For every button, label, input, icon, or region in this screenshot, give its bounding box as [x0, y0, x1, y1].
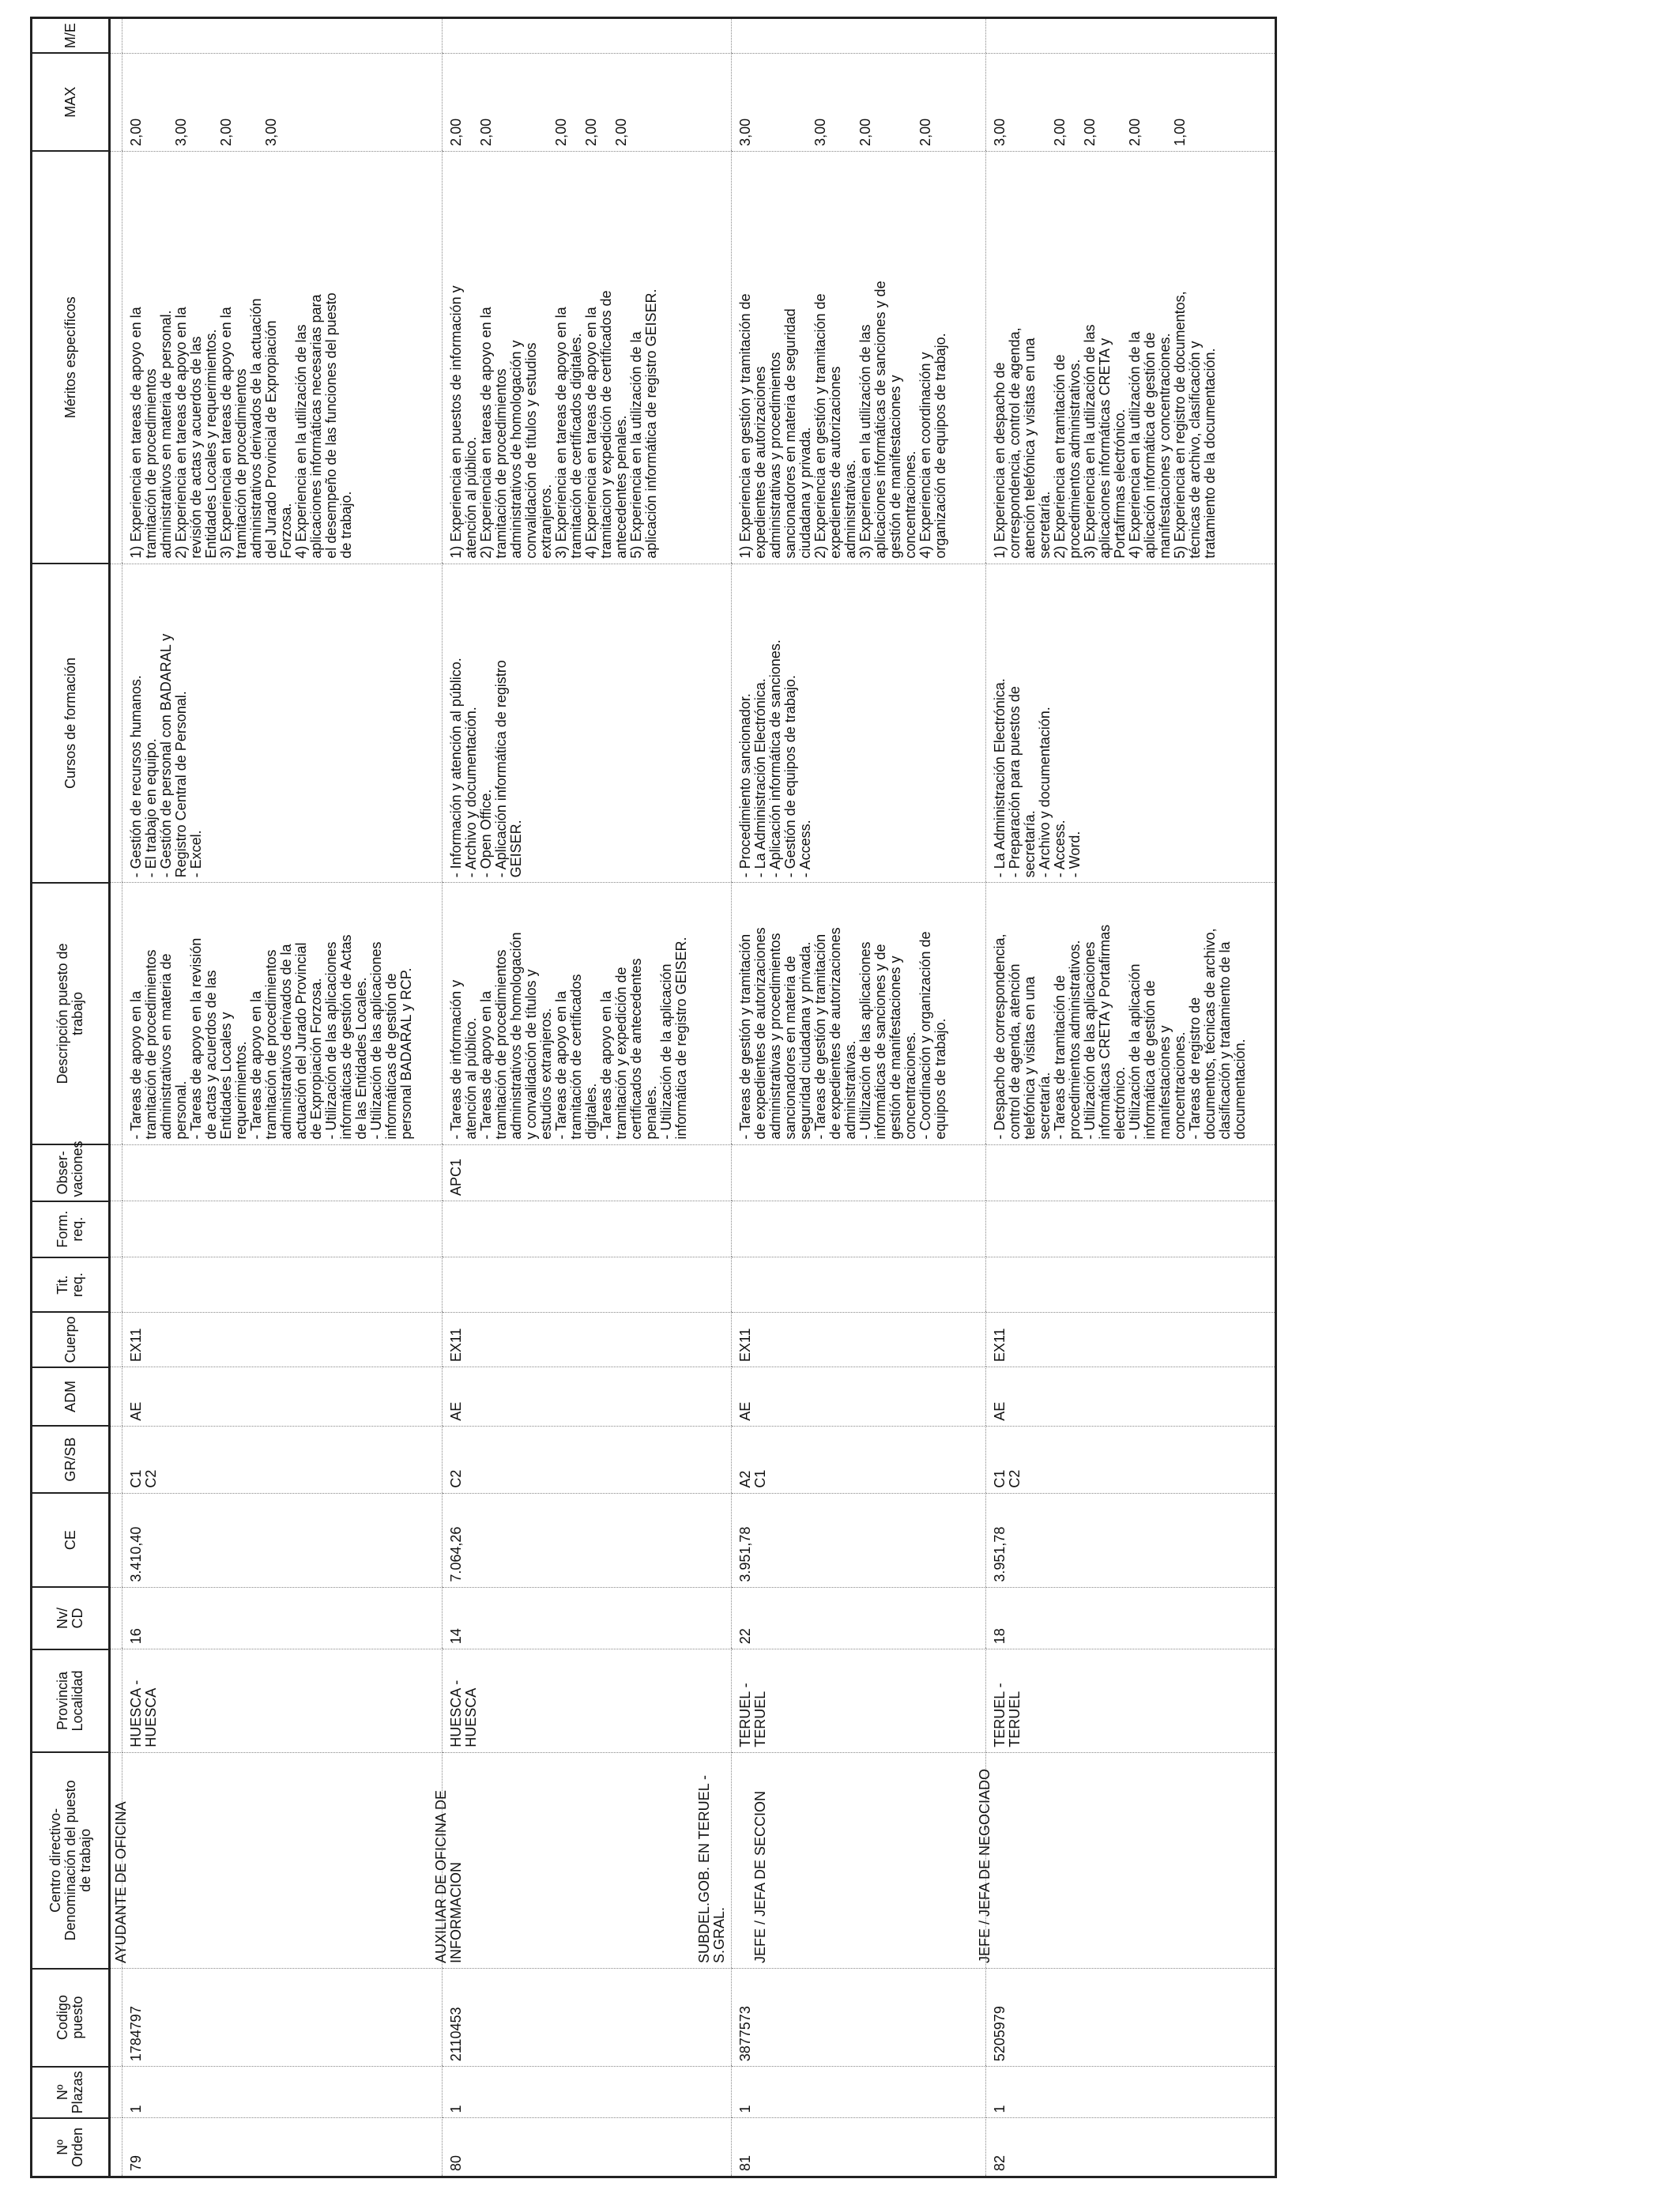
- me-cell: [732, 18, 986, 54]
- ce-cell: 7.064,26: [443, 1493, 732, 1587]
- formacion-cell: [986, 1201, 1276, 1257]
- max-value: 2,00: [448, 118, 464, 146]
- max-cell: [122, 53, 443, 151]
- plazas-cell: 1: [122, 2067, 443, 2118]
- max-value: [249, 58, 264, 146]
- col-max: MAX: [32, 53, 110, 151]
- max-value: 2,00: [128, 118, 144, 146]
- max-value: 3,00: [812, 118, 828, 146]
- max-value: 1,00: [1172, 118, 1188, 146]
- grupo-cell: C1 C2: [986, 1426, 1276, 1493]
- denominacion-text: JEFE / JEFA DE SECCION: [752, 1790, 768, 1964]
- orden-cell: 81: [732, 2118, 986, 2177]
- meritos-cell: 1) Experiencia en puestos de información y atención al público. 2) Experiencia en tareas de apoyo en la tramitación de procedimientos administrativos de homologación y convalidación de títulos y estudios extranjeros. 3) Experiencia en tareas de apoyo en la tramitación de certificados digitales. 4) Experiencia en tareas de apoyo en la tramitacion y expedición de certificados de antecedentes penales. 5) Experiencia en la utilización de la aplicación informática de registro GEISER.: [443, 151, 732, 564]
- max-value: [783, 58, 798, 146]
- max-value: 2,00: [478, 118, 494, 146]
- max-value: 2,00: [1082, 118, 1098, 146]
- codigo-cell: 1784797: [122, 1969, 443, 2067]
- cuerpo-cell: EX11: [443, 1312, 732, 1367]
- max-value: [768, 58, 783, 146]
- me-cell: [122, 18, 443, 54]
- ce-cell: 3.951,78: [986, 1493, 1276, 1587]
- max-value: 2,00: [917, 118, 933, 146]
- max-value: [1008, 58, 1023, 146]
- max-value: [234, 58, 249, 146]
- me-cell: [443, 18, 732, 54]
- formacion-cell: [122, 1201, 443, 1257]
- max-value: 3,00: [737, 118, 753, 146]
- max-value: [888, 58, 903, 146]
- col-orden: Nº Orden: [32, 2118, 110, 2177]
- plazas-cell: 1: [443, 2067, 732, 2118]
- max-value: [1158, 58, 1173, 146]
- max-value: [159, 58, 174, 146]
- cursos-cell: - La Administración Electrónica. - Preparación para puestos de secretaría. - Archivo y documentación. - Access. - Word.: [986, 564, 1276, 883]
- centro-directivo: SUBDEL.GOB. EN TERUEL - S.GRAL.: [696, 1774, 727, 1964]
- cuerpo-cell: EX11: [122, 1312, 443, 1367]
- cuerpo-cell: EX11: [986, 1312, 1276, 1367]
- provincia-cell: HUESCA - HUESCA: [443, 1649, 732, 1752]
- table-row: [986, 18, 1276, 2177]
- max-value: 2,00: [1127, 118, 1143, 146]
- col-titulacion: Tit. req.: [32, 1257, 110, 1312]
- provincia-cell: TERUEL - TERUEL: [986, 1649, 1276, 1752]
- descripcion-cell: - Tareas de información y atención al público. - Tareas de apoyo en la tramitación de procedimientos administrativos de homologación y convalidación de títulos y estudios extranjeros. - Tareas de apoyo en la tramitación de certificados digitales. - Tareas de apoyo en la tramitación y expedición de certificados de antecedentes penales. - Utilización de la aplicación informática de registro GEISER.: [443, 883, 732, 1144]
- max-value: 2,00: [857, 118, 873, 146]
- max-value: [144, 58, 159, 146]
- max-cell: [986, 53, 1276, 151]
- denominacion-text: AYUDANTE DE OFICINA: [113, 1801, 129, 1964]
- max-value: [903, 58, 918, 146]
- max-value: [189, 58, 204, 146]
- max-value: [798, 58, 813, 146]
- adm-cell: AE: [732, 1367, 986, 1427]
- max-value: [1068, 58, 1083, 146]
- titulacion-cell: [122, 1257, 443, 1312]
- nivel-cell: 16: [122, 1587, 443, 1649]
- col-me: M/E: [32, 18, 110, 54]
- col-codigo: Codigo puesto: [32, 1969, 110, 2067]
- codigo-cell: 5205979: [986, 1969, 1276, 2067]
- col-observaciones: Obser- vaciones: [32, 1144, 110, 1201]
- max-value: [599, 58, 614, 146]
- max-value: [464, 58, 479, 146]
- col-provincia: Provincia Localidad: [32, 1649, 110, 1752]
- grupo-cell: C2: [443, 1426, 732, 1493]
- job-positions-table: [30, 17, 1277, 2178]
- max-value: [1038, 58, 1053, 146]
- max-value: [828, 58, 843, 146]
- denominacion-cell: [696, 1752, 986, 1968]
- col-meritos: Méritos específicos: [32, 151, 110, 564]
- max-value: [539, 58, 554, 146]
- max-value: [1143, 58, 1158, 146]
- titulacion-cell: [443, 1257, 732, 1312]
- table-row: [732, 18, 986, 2177]
- cursos-cell: - Gestión de recursos humanos. - El trabajo en equipo. - Gestión de personal con BADARAL y Registro Central de Personal. - Excel.: [122, 564, 443, 883]
- adm-cell: AE: [122, 1367, 443, 1427]
- max-cell: [443, 53, 732, 151]
- max-value: 2,00: [613, 118, 629, 146]
- observaciones-cell: [122, 1144, 443, 1201]
- denominacion-cell: [113, 1752, 443, 1968]
- descripcion-cell: - Tareas de apoyo en la tramitación de procedimientos administrativos en materia de personal. - Tareas de apoyo en la revisión de actas y acuerdos de las Entidades Locales y requerimientos. - Tareas de apoyo en la tramitación de procedimientos administrativos derivados de la actuación del Jurado Provincial de Expropiación Forzosa. - Utilización de las aplicaciones informáticas de gestión de Actas de las Entidades Locales. - Utilización de las aplicaciones informáticas de gestión de personal BADARAL y RCP.: [122, 883, 443, 1144]
- max-value: [509, 58, 524, 146]
- denominacion-text: AUXILIAR DE OFICINA DE INFORMACION: [433, 1789, 464, 1964]
- observaciones-cell: [986, 1144, 1276, 1201]
- titulacion-cell: [986, 1257, 1276, 1312]
- col-grupo: GR/SB: [32, 1426, 110, 1493]
- provincia-cell: HUESCA - HUESCA: [122, 1649, 443, 1752]
- col-cursos: Cursos de formación: [32, 564, 110, 883]
- max-value: [753, 58, 768, 146]
- max-value: 2,00: [583, 118, 599, 146]
- table-row: [122, 18, 443, 2177]
- max-value: 2,00: [1052, 118, 1068, 146]
- grupo-cell: C1 C2: [122, 1426, 443, 1493]
- col-nivel: Nv/ CD: [32, 1587, 110, 1649]
- descripcion-cell: - Despacho de correspondencia, control de agenda, atención telefónica y visitas en una secretaría. - Tareas de tramitación de procedimientos administrativos. - Utilización de las aplicaciones informáticas CRETA y Portafirmas electrónico. - Utilización de la aplicación informática de gestión de manifestaciones y concentraciones. - Tareas de registro de documentos, técnicas de archivo, clasificación y tratamiento de la documentación.: [986, 883, 1276, 1144]
- meritos-cell: 1) Experiencia en tareas de apoyo en la tramitación de procedimientos administrativos en materia de personal. 2) Experiencia en tareas de apoyo en la revisión de actas y acuerdos de las Entidades Locales y requerimientos. 3) Experiencia en tareas de apoyo en la tramitación de procedimientos administrativos derivados de la actuación del Jurado Provincial de Expropiación Forzosa. 4) Experiencia en la utilización de las aplicaciones informáticas necesarias para el desempeño de las funciones del puesto de trabajo.: [122, 151, 443, 564]
- col-formacion: Form. req.: [32, 1201, 110, 1257]
- plazas-cell: 1: [732, 2067, 986, 2118]
- cursos-cell: - Información y atención al público. - Archivo y documentación. - Open Office. - Aplicación informática de registro GEISER.: [443, 564, 732, 883]
- col-plazas: Nº Plazas: [32, 2067, 110, 2118]
- col-adm: ADM: [32, 1367, 110, 1427]
- denominacion-text: JEFE / JEFA DE NEGOCIADO: [977, 1768, 993, 1964]
- codigo-cell: 3877573: [732, 1969, 986, 2067]
- plazas-cell: 1: [986, 2067, 1276, 2118]
- formacion-cell: [732, 1201, 986, 1257]
- max-value: 2,00: [218, 118, 234, 146]
- descripcion-cell: - Tareas de gestión y tramitación de expedientes de autorizaciones administrativas y procedimientos sancionadores en materia de seguridad ciudadana y privada. - Tareas de gestión y tramitación de expedientes de autorizaciones administrativas. - Utilización de las aplicaciones informáticas de sanciones y de gestión de manifestaciones y concentraciones. - Coordinación y organización de equipos de trabajo.: [732, 883, 986, 1144]
- max-value: [843, 58, 858, 146]
- me-cell: [986, 18, 1276, 54]
- nivel-cell: 18: [986, 1587, 1276, 1649]
- codigo-cell: 2110453: [443, 1969, 732, 2067]
- table-row: [443, 18, 732, 2177]
- formacion-cell: [443, 1201, 732, 1257]
- ce-cell: 3.410,40: [122, 1493, 443, 1587]
- observaciones-cell: APC1: [443, 1144, 732, 1201]
- observaciones-cell: [732, 1144, 986, 1201]
- max-value: 3,00: [173, 118, 189, 146]
- max-value: [1113, 58, 1128, 146]
- nivel-cell: 14: [443, 1587, 732, 1649]
- max-value: [569, 58, 584, 146]
- titulacion-cell: [732, 1257, 986, 1312]
- meritos-cell: 1) Experiencia en gestión y tramitación de expedientes de autorizaciones administrativas y procedimientos sancionadores en materia de seguridad ciudadana y privada. 2) Experiencia en gestión y tramitación de expedientes de autorizaciones administrativas. 3) Experiencia en la utilización de las aplicaciones informáticas de sanciones y de gestión de manifestaciones y concentraciones. 4) Experiencia en coordinación y organización de equipos de trabajo.: [732, 151, 986, 564]
- header-row: [32, 18, 110, 2177]
- max-value: [204, 58, 219, 146]
- col-cuerpo: Cuerpo: [32, 1312, 110, 1367]
- max-value: 3,00: [992, 118, 1008, 146]
- provincia-cell: TERUEL - TERUEL: [732, 1649, 986, 1752]
- max-cell: [732, 53, 986, 151]
- max-value: [494, 58, 509, 146]
- denominacion-cell: [433, 1752, 732, 1968]
- max-value: [1098, 58, 1113, 146]
- adm-cell: AE: [443, 1367, 732, 1427]
- nivel-cell: 22: [732, 1587, 986, 1649]
- col-ce: CE: [32, 1493, 110, 1587]
- adm-cell: AE: [986, 1367, 1276, 1427]
- orden-cell: 80: [443, 2118, 732, 2177]
- cuerpo-cell: EX11: [732, 1312, 986, 1367]
- grupo-cell: A2 C1: [732, 1426, 986, 1493]
- max-value: 2,00: [553, 118, 569, 146]
- col-descripcion: Descripción puesto de trabajo: [32, 883, 110, 1144]
- orden-cell: 82: [986, 2118, 1276, 2177]
- max-value: [524, 58, 539, 146]
- max-value: [1023, 58, 1038, 146]
- cursos-cell: - Procedimiento sancionador. - La Administración Electrónica. - Aplicación informática de sanciones. - Gestión de equipos de trabajo. - Access.: [732, 564, 986, 883]
- orden-cell: 79: [122, 2118, 443, 2177]
- max-value: 3,00: [263, 118, 279, 146]
- ce-cell: 3.951,78: [732, 1493, 986, 1587]
- max-value: [873, 58, 888, 146]
- denominacion-cell: [977, 1752, 1276, 1968]
- meritos-cell: 1) Experiencia en despacho de correspondencia, control de agenda, atención telefónica y visitas en una secretaría. 2) Experiencia en tramitación de procedimientos administrativos. 3) Experiencia en la utilización de las aplicaciones informáticas CRETA y Portafirmas electrónico. 4) Experiencia en la utilización de la aplicación informática de gestión de manifestaciones y concentraciones. 5) Experiencia en registro de documentos, técnicas de archivo, clasificación y tratamiento de la documentación.: [986, 151, 1276, 564]
- col-centro: Centro directivo- Denominación del puesto de trabajo: [32, 1752, 110, 1968]
